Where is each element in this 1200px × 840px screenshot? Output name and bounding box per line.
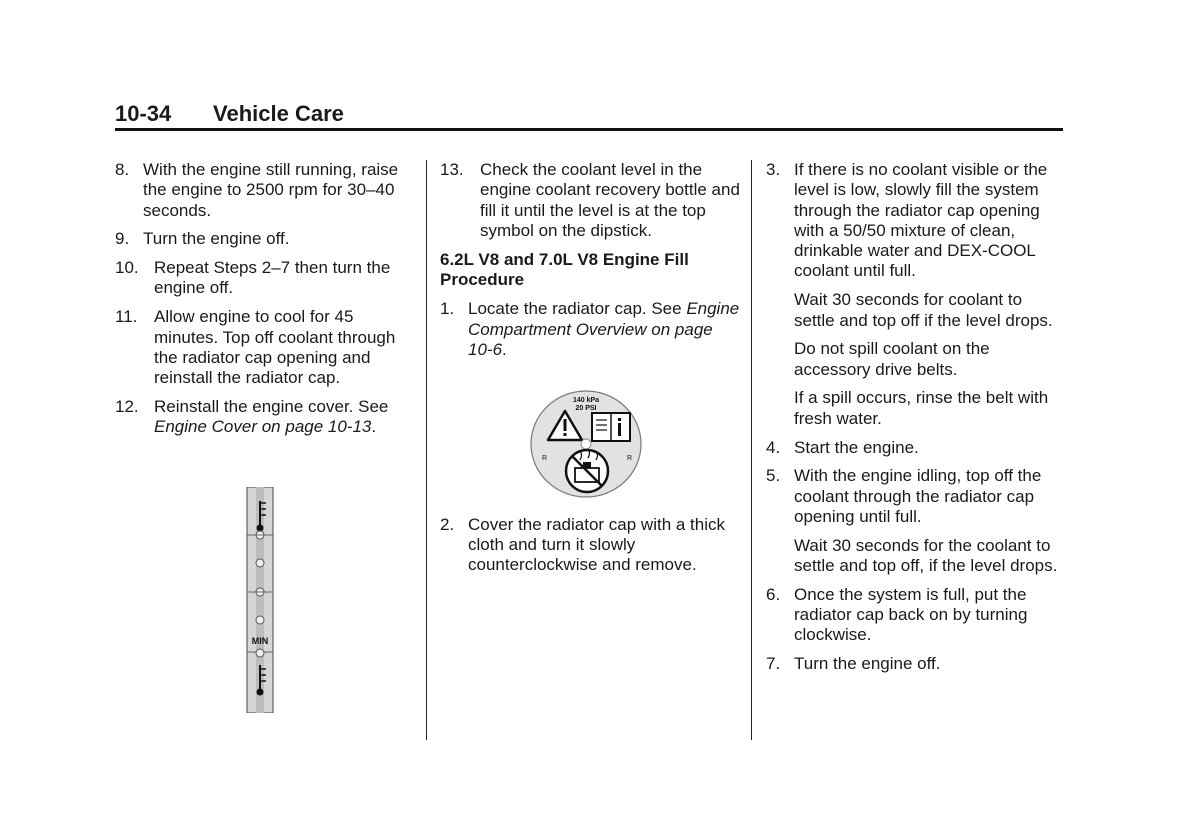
step-text: Once the system is full, put the radiator cap back on by turning clockwise. — [794, 584, 1028, 645]
step-number: 4. — [766, 437, 781, 457]
section-title: Vehicle Care — [213, 101, 344, 126]
step-text: With the engine still running, raise the engine to 2500 rpm for 30–40 seconds. — [143, 160, 399, 220]
list-item — [766, 585, 1066, 646]
list-item — [115, 160, 415, 221]
step-text: Turn the engine off. — [794, 654, 941, 674]
cap-pressure-psi: 20 PSI — [575, 405, 597, 412]
list-item — [766, 654, 1066, 674]
dipstick-illustration — [244, 487, 276, 713]
step-number: 6. — [766, 584, 781, 604]
step-number: 8. — [115, 160, 130, 179]
cross-reference-link[interactable]: Engine Cover on page 10‑13 — [154, 417, 372, 437]
step-text: With the engine idling, top off the coolant through the radiator cap opening until full. — [794, 466, 1042, 526]
page-number: 10-34 — [115, 101, 172, 126]
step-text: Check the coolant level in the engine coolant recovery bottle and fill it until the level is at the top symbol on the dipstick. — [480, 160, 740, 240]
step-number: 11. — [115, 307, 138, 327]
cap-r-right: R — [627, 455, 633, 462]
list-item — [440, 160, 740, 241]
step-text: Start the engine. — [794, 437, 919, 457]
step-text: Turn the engine off. — [143, 229, 290, 249]
cross-reference-link[interactable]: Engine Compartment Overview on page 10‑6 — [468, 299, 740, 359]
step-number: 12. — [115, 396, 139, 416]
cap-pressure-kpa: 140 kPa — [572, 397, 600, 404]
step-number: 5. — [766, 466, 781, 486]
list-item — [115, 307, 415, 388]
step-text: If there is no coolant visible or the level is low, slowly fill the system through the radiator cap opening with a 50/50 mixture of clean, drinkable water and DEX-COOL coolant until full. — [794, 160, 1048, 281]
cap-r-left: R — [542, 455, 548, 462]
dipstick-min-label: MIN — [251, 636, 269, 646]
list-item — [766, 160, 1066, 282]
header-rule — [115, 128, 1063, 131]
page-header — [115, 101, 1063, 131]
step-number: 9. — [115, 229, 130, 249]
list-item — [440, 515, 740, 576]
step-number: 13. — [440, 160, 464, 179]
step-number: 3. — [766, 160, 781, 179]
step-note: Do not spill coolant on the accessory drive belts. — [794, 339, 990, 379]
column-3 — [766, 160, 1066, 683]
list-item — [115, 397, 415, 438]
step-text: Repeat Steps 2–7 then turn the engine off. — [154, 258, 391, 298]
list-item — [766, 466, 1066, 527]
procedure-subheading: 6.2L V8 and 7.0L V8 Engine Fill Procedure — [440, 249, 689, 289]
list-item — [115, 258, 415, 299]
step-note: Wait 30 seconds for coolant to settle and top off if the level drops. — [794, 290, 1053, 330]
step-text: Cover the radiator cap with a thick cloth and turn it slowly counterclockwise and remove. — [468, 514, 726, 575]
step-note: If a spill occurs, rinse the belt with fresh water. — [794, 388, 1049, 428]
column-divider — [426, 160, 427, 740]
radiator-cap-illustration — [530, 390, 642, 498]
step-text: Reinstall the engine cover. See Engine Cover on page 10‑13. — [154, 396, 389, 437]
list-item — [766, 438, 1066, 458]
step-number: 10. — [115, 258, 139, 278]
column-1 — [115, 160, 415, 446]
step-number: 2. — [440, 514, 455, 534]
manual-book-icon — [592, 413, 630, 441]
list-item — [440, 299, 740, 360]
step-text: Allow engine to cool for 45 minutes. Top off coolant through the radiator cap opening and reinstall the radiator cap. — [154, 307, 396, 388]
list-item — [115, 229, 415, 249]
do-not-open-hot-icon — [566, 449, 608, 492]
step-number: 7. — [766, 654, 781, 674]
column-2 — [440, 160, 740, 584]
step-text: Locate the radiator cap. See Engine Compartment Overview on page 10‑6. — [468, 299, 740, 359]
step-number: 1. — [440, 299, 455, 319]
column-divider — [751, 160, 752, 740]
step-note: Wait 30 seconds for the coolant to settle and top off, if the level drops. — [794, 535, 1058, 576]
